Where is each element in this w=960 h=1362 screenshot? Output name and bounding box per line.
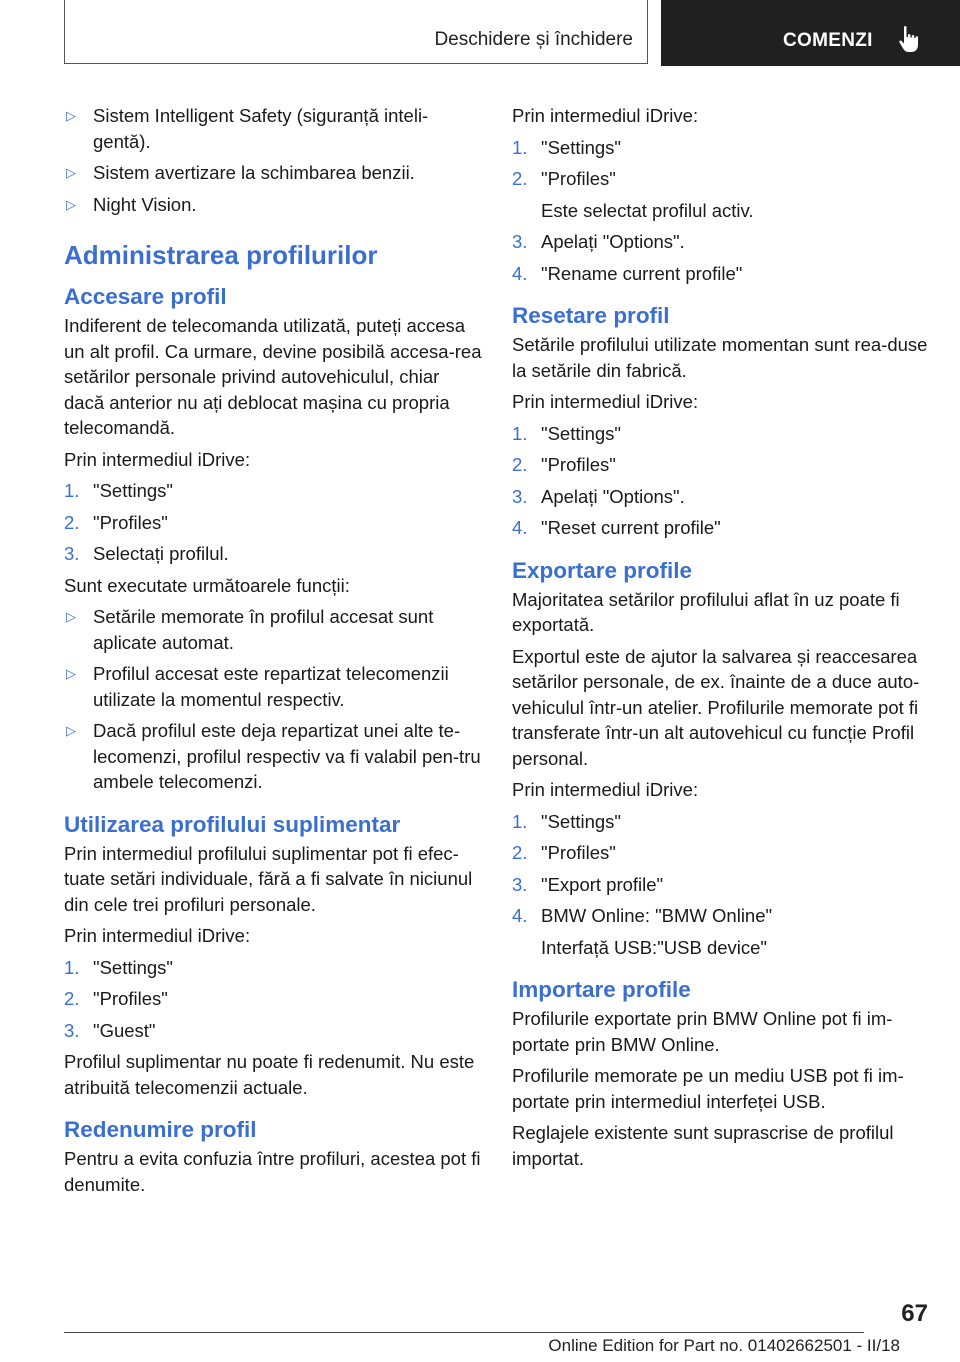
list-item: 3. Selectați profilul. (64, 543, 229, 564)
export-profiles-heading: Exportare profile (512, 557, 693, 583)
rename-steps (512, 135, 928, 287)
access-steps (64, 478, 484, 567)
guest-profile-heading: Utilizarea profilului suplimentar (64, 811, 401, 837)
export-paragraph-2: Exportul este de ajutor la salvarea și reaccesarea setărilor personale, de ex. înainte de a duce auto-vehiculul într-un atelier. Profilurile memorate pot fi transferate într-un alt autovehicul cu funcție Profil personal. (512, 645, 920, 769)
import-paragraph-3: Reglajele existente sunt suprascrise de profilul importat. (512, 1122, 894, 1169)
import-paragraph-1: Profilurile exportate prin BMW Online pot fi im-portate prin BMW Online. (512, 1008, 893, 1055)
guest-steps (64, 955, 484, 1044)
bullet-triangle-icon: ▷ (66, 723, 76, 738)
guest-profile-note: Profilul suplimentar nu poate fi redenumit. Nu este atribuită telecomenzii actuale. (64, 1051, 475, 1098)
reset-profile-heading: Resetare profil (512, 303, 670, 328)
list-item: ▷ Dacă profilul este deja repartizat unei alte te-lecomenzi, profilul respectiv va fi valabil pen-tru ambele telecomenzi. (66, 720, 481, 792)
list-item: 2. "Profiles" (64, 511, 168, 533)
functions-bullet-list (64, 604, 484, 795)
import-paragraph-2: Profilurile memorate pe un mediu USB pot fi im-portate prin intermediul interfeței USB. (512, 1065, 904, 1112)
rename-idrive-intro: Prin intermediul iDrive: (512, 105, 699, 126)
reset-profile-paragraph: Setările profilului utilizate momentan sunt rea-duse la setările din fabrică. (512, 334, 928, 381)
list-item: 4. "Reset current profile" (512, 517, 721, 538)
section-tab (661, 0, 960, 66)
left-column (64, 103, 484, 1203)
rename-profile-heading: Redenumire profil (64, 1117, 257, 1142)
list-item: 3. "Export profile" (512, 873, 664, 895)
list-item: ▷ Night Vision. (64, 192, 484, 218)
reset-idrive-intro: Prin intermediul iDrive: (512, 391, 699, 412)
list-item: 2. "Profiles" (512, 454, 616, 475)
bullet-triangle-icon: ▷ (66, 108, 76, 123)
list-item: ▷ Sistem avertizare la schimbarea benzii. (64, 160, 484, 186)
list-item: 1. "Settings" (512, 810, 621, 832)
list-item: 2. "Profiles" (64, 988, 168, 1009)
page-number: 67 (901, 1300, 928, 1327)
access-idrive-intro: Prin intermediul iDrive: (64, 448, 251, 470)
list-item: 2. "Profiles" Este selectat profilul activ. (512, 166, 928, 223)
import-profiles-heading: Importare profile (512, 977, 691, 1002)
section-label: COMENZI (783, 30, 873, 51)
chapter-title: Deschidere și închidere (434, 29, 633, 50)
bullet-triangle-icon: ▷ (66, 666, 76, 681)
step-note: Este selectat profilul activ. (541, 199, 754, 221)
list-item: 3. Apelați "Options". (512, 231, 685, 252)
right-column (512, 103, 928, 1177)
access-profile-paragraph: Indiferent de telecomanda utilizată, puteți accesa un alt profil. Ca urmare, devine posibilă accesa-rea setărilor personale privind autovehiculul, chiar dacă anterior nu ați deblocat mașina cu propria telecomandă. (64, 315, 482, 438)
functions-intro: Sunt executate următoarele funcții: (64, 574, 350, 596)
export-paragraph-1: Majoritatea setărilor profilului aflat în uz poate fi exportată. (512, 588, 900, 635)
list-item: 1. "Settings" (512, 422, 621, 444)
list-item: 3. Apelați "Options". (512, 485, 685, 507)
list-item: 4. BMW Online: "BMW Online" Interfață USB:"USB device" (512, 903, 928, 960)
access-profile-heading: Accesare profil (64, 284, 227, 309)
list-item: 2. "Profiles" (512, 842, 616, 863)
rename-profile-paragraph: Pentru a evita confuzia între profiluri, acestea pot fi denumite. (64, 1148, 481, 1195)
chapter-tab (64, 0, 648, 64)
list-item: 3. "Guest" (64, 1019, 156, 1041)
bullet-triangle-icon: ▷ (66, 609, 76, 624)
guest-idrive-intro: Prin intermediul iDrive: (64, 925, 251, 946)
hand-pointer-icon (897, 25, 921, 53)
guest-profile-paragraph: Prin intermediul profilului suplimentar pot fi efec-tuate setări individuale, fără a fi salvate în niciunul din cele trei profiluri personale. (64, 842, 473, 915)
edition-text: Online Edition for Part no. 01402662501 - II/18 (548, 1336, 900, 1355)
list-item: 4. "Rename current profile" (512, 262, 743, 284)
export-steps (512, 809, 928, 961)
reset-steps (512, 421, 928, 541)
bullet-triangle-icon: ▷ (66, 165, 76, 180)
main-heading: Administrarea profilurilor (64, 240, 378, 270)
footer-divider (64, 1332, 864, 1333)
list-item: 1. "Settings" (64, 480, 173, 501)
page-header (0, 0, 960, 66)
bullet-triangle-icon: ▷ (66, 196, 76, 212)
step-note: Interfață USB:"USB device" (541, 936, 767, 958)
list-item: ▷ Sistem Intelligent Safety (siguranță inteli-gentă). (66, 105, 429, 152)
list-item: ▷ Setările memorate în profilul accesat sunt aplicate automat. (66, 606, 434, 653)
intro-bullet-list (64, 103, 484, 217)
list-item: 1. "Settings" (512, 136, 621, 158)
list-item: ▷ Profilul accesat este repartizat telecomenzii utilizate la momentul respectiv. (66, 663, 449, 710)
export-idrive-intro: Prin intermediul iDrive: (512, 779, 699, 800)
list-item: 1. "Settings" (64, 956, 173, 978)
